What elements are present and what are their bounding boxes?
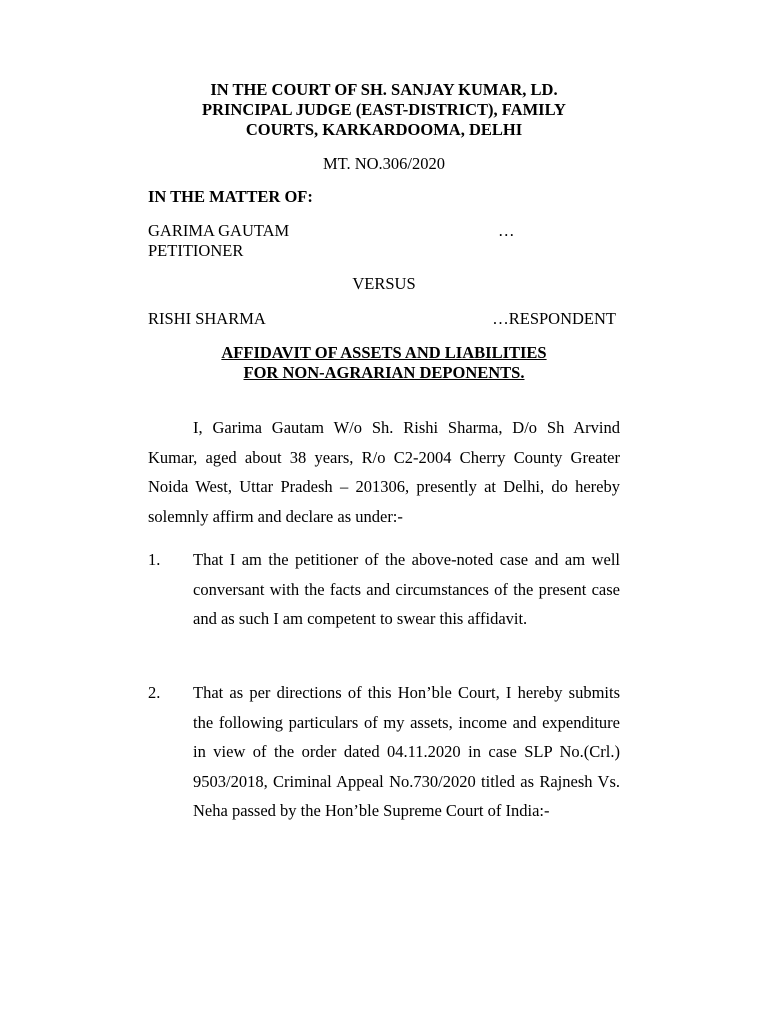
affidavit-title-line-1: AFFIDAVIT OF ASSETS AND LIABILITIES xyxy=(221,343,547,362)
court-heading-line-3: COURTS, KARKARDOOMA, DELHI xyxy=(245,120,523,139)
respondent-role: …RESPONDENT xyxy=(492,309,616,328)
court-heading xyxy=(148,80,620,140)
list-item-text: That I am the petitioner of the above-noted case and am well conversant with the facts and circumstances of the present case and as such I am competent to swear this affidavit. xyxy=(193,550,620,628)
respondent-name: RISHI SHARMA xyxy=(148,309,266,328)
list-item-number: 2. xyxy=(148,683,161,702)
petitioner-name: GARIMA GAUTAM xyxy=(148,221,290,240)
court-heading-line-2: PRINCIPAL JUDGE (EAST-DISTRICT), FAMILY xyxy=(202,100,566,119)
respondent-line xyxy=(148,309,620,329)
case-number: MT. NO.306/2020 xyxy=(322,154,446,173)
matter-label: IN THE MATTER OF: xyxy=(148,187,313,206)
court-heading-line-1: IN THE COURT OF SH. SANJAY KUMAR, LD. xyxy=(210,80,558,99)
petitioner-line xyxy=(148,221,620,261)
list-item xyxy=(148,678,620,826)
list-item-number: 1. xyxy=(148,550,161,569)
intro-paragraph: I, Garima Gautam W/o Sh. Rishi Sharma, D/o Sh Arvind Kumar, aged about 38 years, R/o C2-2004 Cherry County Greater Noida West, Uttar Pradesh – 201306, presently at Delhi, do hereby solemnly affirm and declare as under:- xyxy=(148,418,620,526)
petitioner-ellipsis: … xyxy=(498,221,515,240)
affidavit-title-line-2: FOR NON-AGRARIAN DEPONENTS. xyxy=(243,363,525,382)
list-item xyxy=(148,545,620,634)
affidavit-title xyxy=(148,343,620,383)
list-item-text: That as per directions of this Hon’ble Court, I hereby submits the following particulars of my assets, income and expenditure in view of the order dated 04.11.2020 in case SLP No.(Crl.) 9503/2018, Criminal Appeal No.730/2020 titled as Rajnesh Vs. Neha passed by the Hon’ble Supreme Court of India:- xyxy=(193,683,620,820)
petitioner-role: PETITIONER xyxy=(148,241,244,260)
versus-label: VERSUS xyxy=(352,274,416,293)
